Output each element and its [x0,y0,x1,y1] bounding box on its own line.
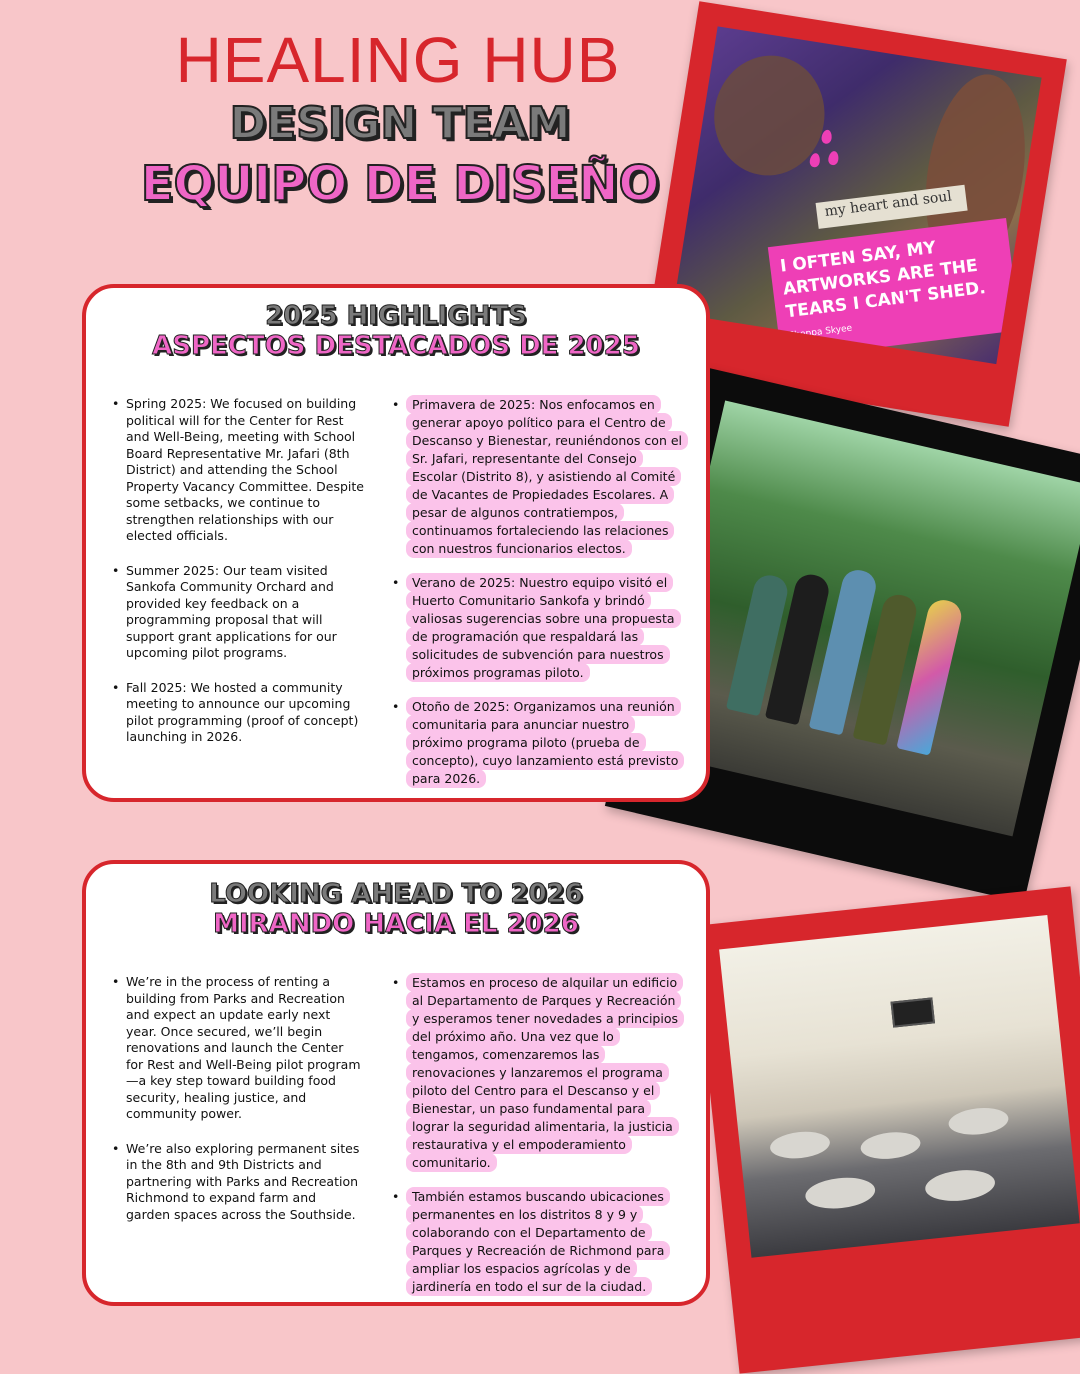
table [769,1129,831,1161]
table [947,1105,1009,1137]
page-subtitle-es: EQUIPO DE DISEÑO [140,156,660,212]
meeting-photo [719,915,1080,1258]
highlights-card [82,284,710,802]
highlights-list-es [392,396,682,804]
collage-photo [672,26,1041,364]
list-item [392,974,682,1172]
page-subtitle-en: DESIGN TEAM [229,98,571,149]
list-item: • We’re also exploring permanent sites in the 8th and 9th Districts and partnering with Parks and Recreation Richmond to expand farm and garden spaces across the Southside. [112,1141,364,1224]
collage-quote [768,218,1020,359]
list-item [392,574,682,682]
meeting-photo-frame [693,886,1080,1373]
table [859,1130,921,1162]
page-title: HEALING HUB [175,24,621,96]
list-item-text: Estamos en proceso de alquilar un edificio al Departamento de Parques y Recreación y esperamos tener novedades a principios del próximo año. Una vez que lo tengamos, comenzaremos las renovaciones y lanzaremos el programa piloto del Centro para el Descanso y el Bienestar, un paso fundamental para lograr la seguridad alimentaria, la justicia restaurativa y el empoderamiento comunitario. [406,973,684,1172]
tear-drop-icon [821,129,833,144]
table [924,1167,997,1204]
collage-strip-text: my heart and soul [816,185,968,229]
list-item-text: Otoño de 2025: Organizamos una reunión comunitaria para anunciar nuestro próximo programa piloto (prueba de concepto), cuyo lanzamiento está previsto para 2026. [406,697,684,788]
list-item-text: Verano de 2025: Nuestro equipo visitó el Huerto Comunitario Sankofa y brindó valiosas sugerencias sobre una propuesta de programación que respaldará las solicitudes de subvención para nuestros próximos programas piloto. [406,573,681,682]
list-item-text: Primavera de 2025: Nos enfocamos en generar apoyo político para el Centro de Descanso y Bienestar, reuniéndonos con el Sr. Jafari, representante del Consejo Escolar (Distrito 8), y asistiendo al Comité de Vacantes de Propiedades Escolares. A pesar de algunos contratiempos, continuamos fortaleciendo las relaciones con nuestros funcionarios electos. [406,395,688,558]
list-item: • Summer 2025: Our team visited Sankofa Community Orchard and provided key feedback on a programming proposal that will support grant applications for our upcoming pilot programs. [112,563,364,662]
ahead-list-es [392,974,682,1312]
highlights-list-en [112,396,364,764]
collage-credit: Sheppa Skyee [788,323,853,342]
tear-drop-icon [827,150,839,165]
table [804,1175,877,1212]
tear-drop-icon [809,153,821,168]
ahead-card [82,860,710,1306]
list-item: • We’re in the process of renting a building from Parks and Recreation and expect an update early next year. Once secured, we’ll begin renovations and launch the Center for Rest and Well-Being pilot program—a key step toward building food security, healing justice, and community power. [112,974,364,1123]
highlights-heading-en: 2025 HIGHLIGHTS [265,301,527,331]
ahead-heading-es: MIRANDO HACIA EL 2026 [213,908,579,939]
tv-screen [891,997,935,1027]
list-item [392,698,682,788]
collage-quote-text: I OFTEN SAY, MY ARTWORKS ARE THE TEARS I CAN'T SHED. [779,237,987,323]
list-item [392,396,682,558]
list-item: • Fall 2025: We hosted a community meeting to announce our upcoming pilot programming (proof of concept) launching in 2026. [112,680,364,746]
highlights-heading-es: ASPECTOS DESTACADOS DE 2025 [152,330,640,361]
list-item-text: También estamos buscando ubicaciones permanentes en los distritos 8 y 9 y colaborando con el Departamento de Parques y Recreación de Richmond para ampliar los espacios agrícolas y de jardinería en todo el sur de la ciudad. [406,1187,670,1296]
list-item [392,1188,682,1296]
ahead-heading-en: LOOKING AHEAD TO 2026 [209,879,583,909]
ahead-list-en [112,974,364,1241]
list-item: • Spring 2025: We focused on building political will for the Center for Rest and Well-Being, meeting with School Board Representative Mr. Jafari (8th District) and attending the School Property Vacancy Committee. Despite some setbacks, we continue to strengthen relationships with our elected officials. [112,396,364,545]
